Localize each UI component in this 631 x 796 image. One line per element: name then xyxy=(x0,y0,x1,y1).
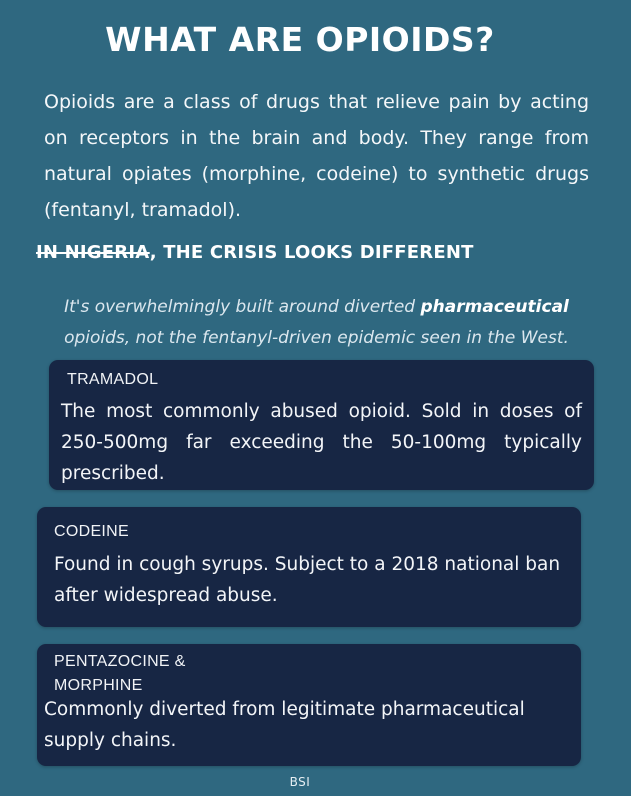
footer-credit: BSI xyxy=(289,775,311,789)
tramadol-card xyxy=(49,360,594,490)
pentazocine-morphine-card xyxy=(37,644,581,766)
subheading-struck-text: IN NIGERIA xyxy=(36,242,150,263)
codeine-card xyxy=(37,507,581,627)
italic-note xyxy=(44,292,589,354)
note-text-before: It's overwhelmingly built around diverted xyxy=(64,297,421,317)
note-emphasis: pharmaceutical xyxy=(420,297,569,317)
subheading-rest-text: , THE CRISIS LOOKS DIFFERENT xyxy=(149,242,474,263)
card-title: PENTAZOCINE & MORPHINE xyxy=(54,653,186,694)
card-text: Commonly diverted from legitimate pharmaceutical supply chains. xyxy=(44,699,525,751)
card-text: Found in cough syrups. Subject to a 2018 national ban after widespread abuse. xyxy=(54,554,561,606)
note-text-after: opioids, not the fentanyl-driven epidemic seen in the West. xyxy=(64,328,569,348)
page-title: WHAT ARE OPIOIDS? xyxy=(105,20,495,59)
card-text: The most commonly abused opioid. Sold in doses of 250-500mg far exceeding the 50-100mg typically prescribed. xyxy=(61,401,582,484)
section-subheading xyxy=(36,242,596,263)
intro-paragraph: Opioids are a class of drugs that relieve pain by acting on receptors in the brain and body. They range from natural opiates (morphine, codeine) to synthetic drugs (fentanyl, tramadol). xyxy=(44,91,589,221)
card-title: TRAMADOL xyxy=(67,371,159,388)
card-title: CODEINE xyxy=(54,523,129,540)
